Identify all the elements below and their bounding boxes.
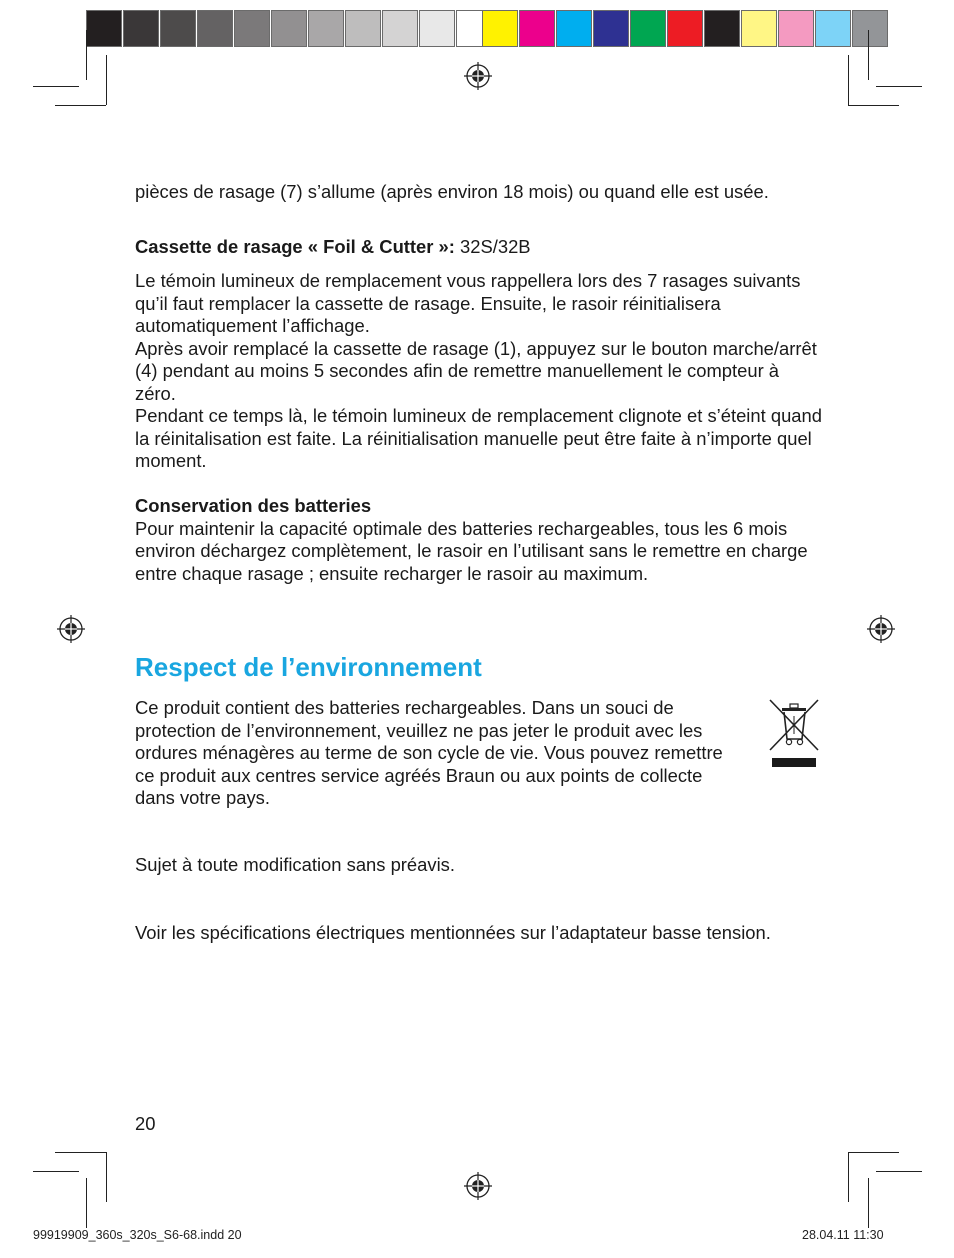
color-swatch [556, 10, 592, 47]
notice-paragraph: Sujet à toute modification sans préavis. [135, 854, 455, 875]
crop-mark [33, 1171, 79, 1172]
color-swatch [86, 10, 122, 47]
conservation-section [135, 495, 825, 585]
color-swatch [419, 10, 455, 47]
color-swatch [741, 10, 777, 47]
crop-mark [55, 105, 106, 106]
color-swatch [593, 10, 629, 47]
color-swatch [704, 10, 740, 47]
foil-cutter-value: 32S/32B [454, 236, 531, 257]
paragraph-reset-blink: Pendant ce temps là, le témoin lumineux de remplacement clignote et s’éteint quand la réinitalisation est faite. La réinitialisation manuelle peut être faite à n’importe quel moment. [135, 405, 822, 471]
color-swatch [630, 10, 666, 47]
color-swatch [308, 10, 344, 47]
foil-cutter-line [135, 236, 825, 259]
crop-mark [848, 1152, 899, 1153]
notice-text [135, 854, 825, 877]
grayscale-bar [86, 10, 493, 47]
color-swatch [852, 10, 888, 47]
color-swatch [271, 10, 307, 47]
color-swatch [815, 10, 851, 47]
electrical-paragraph: Voir les spécifications électriques mentionnées sur l’adaptateur basse tension. [135, 922, 771, 943]
color-swatch [382, 10, 418, 47]
continuation-paragraph [135, 181, 825, 204]
crop-mark [848, 105, 899, 106]
color-bar [482, 10, 889, 47]
page-number-value: 20 [135, 1113, 156, 1134]
environment-text [135, 697, 740, 810]
registration-mark-icon [56, 614, 86, 644]
crop-mark [86, 30, 87, 80]
replacement-section [135, 270, 825, 473]
environment-paragraph: Ce produit contient des batteries rechargeables. Dans un souci de protection de l’environnement, veuillez ne pas jeter le produit avec les ordures ménagères au terme de son cycle de vie. Vous pouvez remettre ce produit aux centres service agréés Braun ou aux points de collecte dans votre pays. [135, 697, 723, 808]
environment-heading: Respect de l’environnement [135, 652, 482, 682]
color-swatch [123, 10, 159, 47]
color-swatch [160, 10, 196, 47]
crop-mark [876, 1171, 922, 1172]
crop-mark [33, 86, 79, 87]
color-swatch [778, 10, 814, 47]
color-swatch [197, 10, 233, 47]
footer-file: 99919909_360s_320s_S6-68.indd 20 [33, 1228, 242, 1242]
registration-mark-icon [866, 614, 896, 644]
paragraph-manual-reset: Après avoir remplacé la cassette de rasage (1), appuyez sur le bouton marche/arrêt (4) pendant au moins 5 secondes afin de remettre manuellement le compteur à zéro. [135, 337, 817, 404]
paragraph-replacement-light: Le témoin lumineux de remplacement vous rappellera lors des 7 rasages suivants qu’il faut remplacer la cassette de rasage. Ensuite, le rasoir réinitialisera automatiquement l’affichage. [135, 270, 801, 336]
conservation-text: Pour maintenir la capacité optimale des batteries rechargeables, tous les 6 mois environ déchargez complètement, le rasoir en l’utilisant sans le remettre en charge entre chaque rasage ; ensuite recharger le rasoir au maximum. [135, 517, 808, 584]
color-swatch [234, 10, 270, 47]
color-swatch [482, 10, 518, 47]
crop-mark [868, 30, 869, 80]
registration-mark-icon [463, 1171, 493, 1201]
conservation-title: Conservation des batteries [135, 495, 372, 516]
page-number [135, 1113, 825, 1136]
footer-datetime: 28.04.11 11:30 [802, 1228, 884, 1242]
color-swatch [519, 10, 555, 47]
foil-cutter-label: Cassette de rasage « Foil & Cutter »: [135, 236, 455, 257]
crop-mark [876, 86, 922, 87]
crop-mark [106, 55, 107, 105]
crossed-bin-weee-icon [768, 696, 820, 770]
crop-mark [848, 55, 849, 105]
paragraph-shaving-parts: pièces de rasage (7) s’allume (après environ 18 mois) ou quand elle est usée. [135, 181, 769, 202]
crop-mark [86, 1178, 87, 1228]
color-swatch [345, 10, 381, 47]
crop-mark [106, 1152, 107, 1202]
crop-mark [55, 1152, 106, 1153]
crop-mark [868, 1178, 869, 1228]
registration-mark-icon [463, 61, 493, 91]
crop-mark [848, 1152, 849, 1202]
electrical-text [135, 922, 825, 945]
color-swatch [667, 10, 703, 47]
